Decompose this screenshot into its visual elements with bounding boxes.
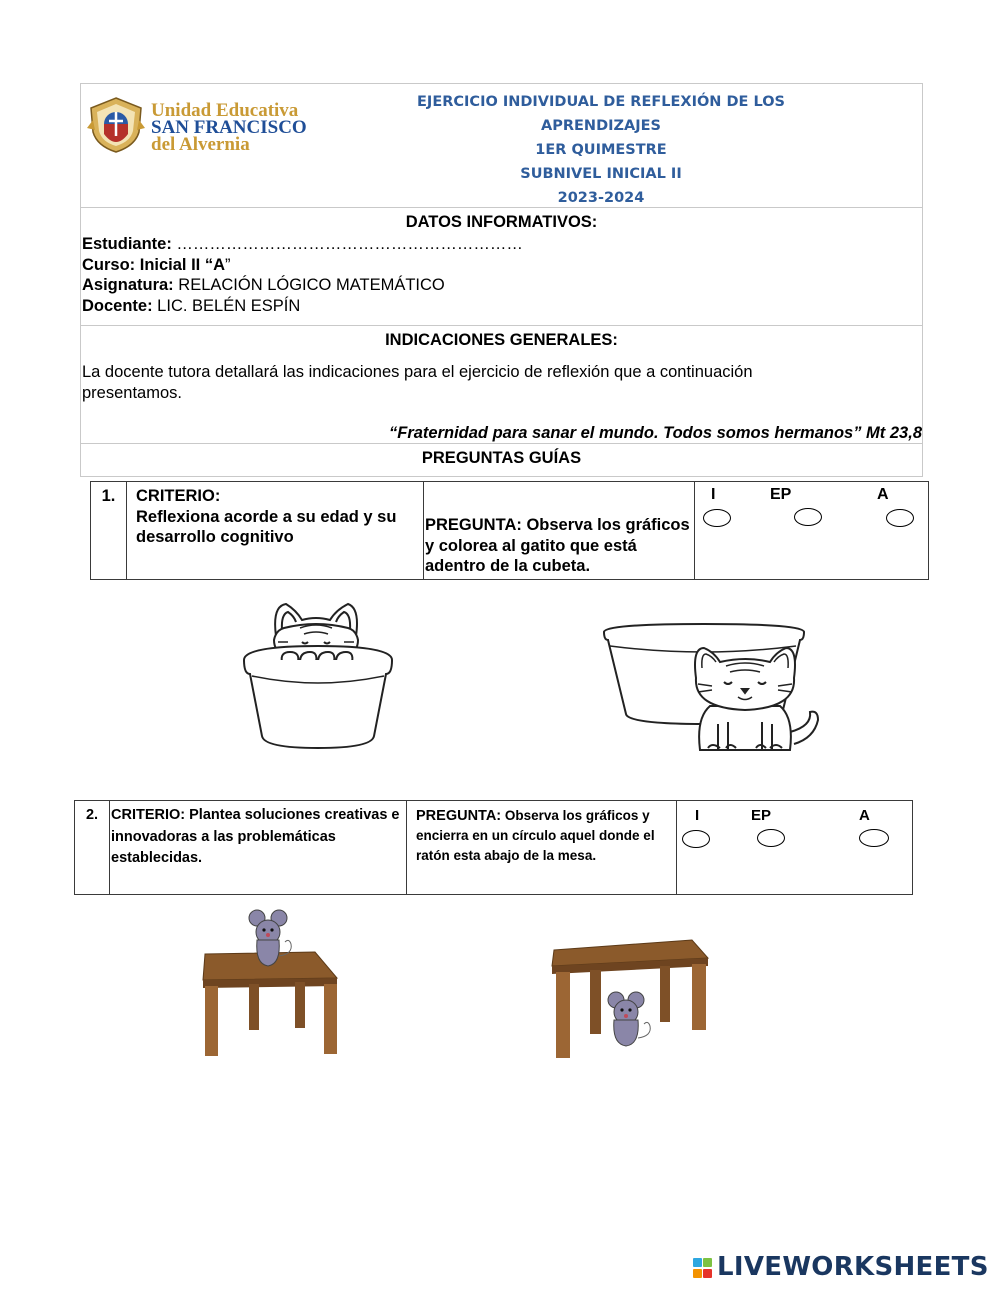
rating-bubble-i[interactable]	[703, 509, 731, 527]
school-crest-icon	[85, 94, 147, 156]
divider	[81, 207, 922, 208]
student-label: Estudiante:	[82, 235, 172, 253]
rating-label-i: I	[695, 807, 700, 824]
subject-row	[82, 275, 523, 296]
cat-inside-bucket-image[interactable]	[238, 600, 398, 752]
header-box	[80, 83, 923, 477]
school-name-line-2: SAN FRANCISCO	[151, 117, 307, 138]
criterio-label: CRITERIO:	[136, 487, 221, 505]
rating-bubble-a[interactable]	[886, 509, 914, 527]
school-name-line-3: del Alvernia	[151, 134, 250, 155]
subject-label: Asignatura:	[82, 276, 174, 294]
rating-cell	[677, 801, 913, 895]
question-number: 1.	[91, 482, 127, 580]
rating-cell	[695, 482, 929, 580]
rating-label-a: A	[877, 486, 889, 503]
title-line-4: 2023-2024	[557, 190, 645, 206]
rating-bubble-ep[interactable]	[757, 829, 785, 847]
rating-label-ep: EP	[770, 486, 792, 503]
mouse-on-table-image[interactable]	[195, 908, 345, 1060]
pregunta-label: PREGUNTA:	[416, 808, 502, 824]
student-value: ………………………………………………………	[171, 235, 523, 253]
rating-label-i: I	[711, 486, 716, 503]
question-2-table	[74, 800, 913, 895]
divider	[81, 325, 922, 326]
bible-quote: “Fraternidad para sanar el mundo. Todos somos hermanos” Mt 23,8	[388, 424, 922, 442]
title-line-2: 1ER QUIMESTRE	[535, 142, 667, 158]
pregunta-cell	[407, 801, 677, 895]
mouse-under-table-image[interactable]	[548, 936, 714, 1060]
indicaciones-text: La docente tutora detallará las indicaciones para el ejercicio de reflexión que a continuación presentamos.	[82, 363, 753, 402]
pregunta-cell: PREGUNTA: Observa los gráficos y colorea al gatito que está adentro de la cubeta.	[424, 482, 695, 580]
liveworksheets-wordmark: LIVEWORKSHEETS	[717, 1252, 989, 1282]
subject-value: RELACIÓN LÓGICO MATEMÁTICO	[173, 276, 445, 294]
indicaciones-title: INDICACIONES GENERALES:	[385, 331, 618, 349]
liveworksheets-logo-icon	[693, 1258, 713, 1280]
criterio-text: Reflexiona acorde a su edad y su desarrollo cognitivo	[136, 507, 397, 546]
pregunta-text: Observa los gráficos y encierra en un círculo aquel donde el ratón esta abajo de la mesa.	[416, 808, 655, 863]
criterio-text: Plantea soluciones creativas e innovadoras a las problemáticas establecidas.	[111, 807, 400, 866]
question-1-table	[90, 481, 929, 580]
cat-outside-bucket-image[interactable]	[600, 622, 822, 754]
teacher-row	[82, 296, 523, 317]
datos-title: DATOS INFORMATIVOS:	[405, 213, 598, 231]
preguntas-title: PREGUNTAS GUÍAS	[421, 449, 582, 467]
student-info	[82, 234, 523, 316]
criterio-cell	[110, 801, 407, 895]
school-name-line-1: Unidad Educativa	[151, 100, 299, 121]
student-row	[82, 234, 523, 255]
criterio-label: CRITERIO:	[111, 807, 186, 823]
rating-label-a: A	[859, 807, 870, 824]
course-label: Curso: Inicial II “A	[82, 255, 226, 274]
rating-bubble-i[interactable]	[682, 830, 710, 848]
rating-bubble-a[interactable]	[859, 829, 889, 847]
rating-bubble-ep[interactable]	[794, 508, 822, 526]
school-name	[151, 102, 307, 153]
course-value: ”	[225, 255, 231, 274]
exercise-title	[361, 90, 841, 210]
course-row	[82, 255, 523, 276]
teacher-label: Docente:	[82, 296, 153, 315]
teacher-value: LIC. BELÉN ESPÍN	[152, 296, 301, 315]
divider	[81, 443, 922, 444]
criterio-cell	[127, 482, 424, 580]
title-line-1: EJERCICIO INDIVIDUAL DE REFLEXIÓN DE LOS APRENDIZAJES	[417, 94, 785, 134]
school-logo	[85, 94, 335, 164]
rating-label-ep: EP	[751, 807, 772, 824]
title-line-3: SUBNIVEL INICIAL II	[520, 166, 682, 182]
question-number: 2.	[75, 801, 110, 895]
